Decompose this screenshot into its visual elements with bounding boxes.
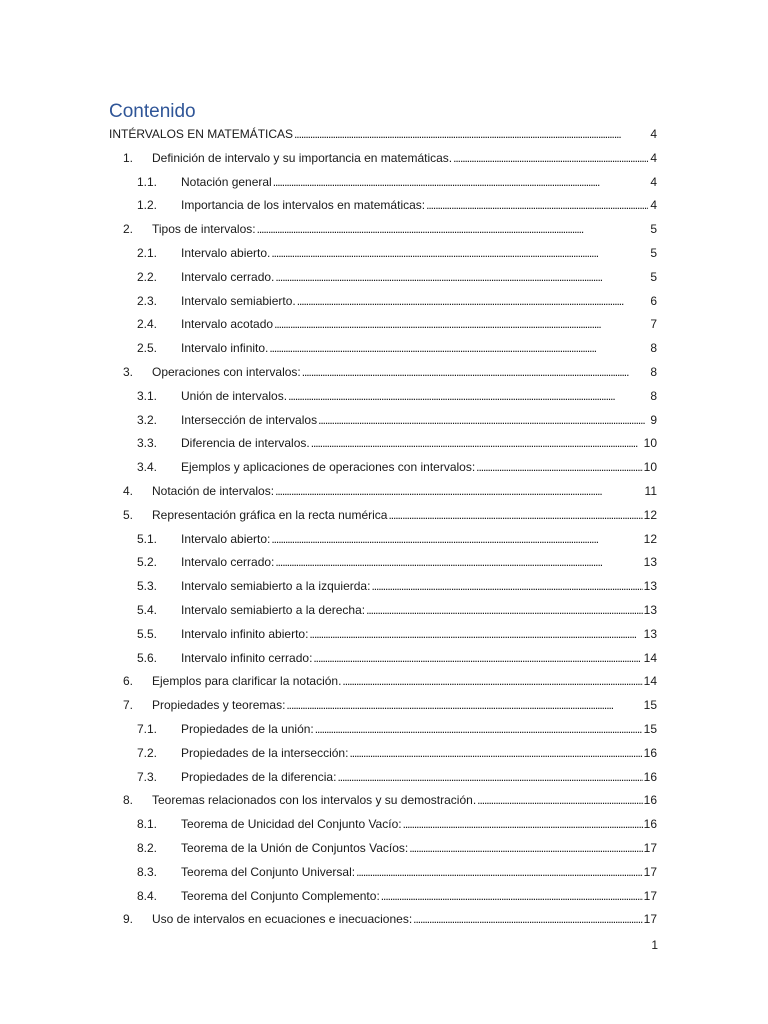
toc-entry-page: 12 [643, 507, 657, 522]
toc-dot-leader [315, 718, 643, 742]
toc-entry[interactable] [109, 385, 657, 409]
toc-dot-leader [271, 528, 642, 552]
toc-entry-number: 8.1. [137, 817, 158, 832]
toc-entry-number: 1.1. [137, 174, 158, 189]
toc-entry[interactable] [109, 290, 657, 314]
toc-entry[interactable] [109, 218, 657, 242]
toc-entry-page: 8 [650, 388, 657, 403]
toc-entry[interactable] [109, 670, 657, 694]
toc-entry-page: 13 [643, 626, 657, 641]
toc-entry-number: 8.3. [137, 864, 158, 879]
toc-entry-title: Propiedades y teoremas: [152, 698, 286, 713]
toc-entry-title: Notación de intervalos: [152, 483, 275, 498]
toc-entry[interactable] [109, 908, 657, 932]
toc-entry[interactable] [109, 742, 657, 766]
toc-dot-leader [318, 409, 648, 433]
toc-entry-title: Diferencia de intervalos. [181, 436, 310, 451]
toc-entry-title: Intervalo abierto: [181, 531, 271, 546]
toc-entry[interactable] [109, 171, 657, 195]
toc-entry[interactable] [109, 456, 657, 480]
table-of-contents [109, 123, 657, 932]
toc-entry-page: 11 [644, 483, 657, 498]
toc-entry-number: 5.2. [137, 555, 158, 570]
toc-entry-title: Intervalo semiabierto a la izquierda: [181, 579, 371, 594]
toc-entry-number: 2.3. [137, 293, 158, 308]
toc-entry-title: Definición de intervalo y su importancia en matemáticas. [152, 150, 453, 165]
toc-dot-leader [311, 432, 643, 456]
toc-entry[interactable] [109, 766, 657, 790]
toc-entry-title: Teorema del Conjunto Complemento: [181, 888, 380, 903]
toc-entry-title: Intervalo acotado [181, 317, 274, 332]
toc-entry[interactable] [109, 123, 657, 147]
toc-entry-page: 17 [643, 864, 657, 879]
toc-entry-title: Representación gráfica en la recta numérica [152, 507, 388, 522]
toc-entry[interactable] [109, 266, 657, 290]
toc-dot-leader [257, 218, 648, 242]
toc-dot-leader [381, 885, 643, 909]
toc-dot-leader [366, 599, 643, 623]
toc-entry-number: 5. [123, 507, 134, 522]
toc-entry-page: 8 [650, 341, 657, 356]
toc-dot-leader [349, 742, 642, 766]
toc-dot-leader [409, 837, 642, 861]
toc-entry-number: 2.4. [137, 317, 158, 332]
toc-dot-leader [273, 171, 648, 195]
toc-dot-leader [286, 694, 642, 718]
toc-entry-title: Ejemplos para clarificar la notación. [152, 674, 342, 689]
toc-dot-leader [356, 861, 643, 885]
toc-entry[interactable] [109, 647, 657, 671]
toc-entry-page: 12 [643, 531, 657, 546]
toc-entry-title: Propiedades de la unión: [181, 721, 314, 736]
toc-entry-page: 14 [643, 650, 657, 665]
toc-entry-title: Teorema del Conjunto Universal: [181, 864, 356, 879]
toc-entry[interactable] [109, 528, 657, 552]
toc-entry-number: 5.6. [137, 650, 158, 665]
toc-entry[interactable] [109, 480, 657, 504]
toc-entry-title: Intervalo semiabierto. [181, 293, 296, 308]
toc-entry-page: 13 [643, 602, 657, 617]
toc-entry-page: 16 [643, 793, 657, 808]
toc-dot-leader [313, 647, 642, 671]
toc-entry-number: 8.4. [137, 888, 158, 903]
toc-entry-title: Propiedades de la intersección: [181, 745, 349, 760]
toc-entry-number: 7.1. [137, 721, 158, 736]
toc-entry[interactable] [109, 813, 657, 837]
toc-entry-title: Intervalo cerrado. [181, 269, 275, 284]
toc-entry[interactable] [109, 789, 657, 813]
toc-dot-leader [476, 456, 642, 480]
toc-dot-leader [275, 266, 648, 290]
toc-entry-title: Intersección de intervalos [181, 412, 318, 427]
toc-entry-number: 3. [123, 364, 134, 379]
toc-entry[interactable] [109, 551, 657, 575]
toc-entry-title: Unión de intervalos. [181, 388, 288, 403]
toc-entry[interactable] [109, 313, 657, 337]
toc-dot-leader [337, 766, 642, 790]
toc-entry-page: 7 [650, 317, 657, 332]
toc-entry-title: Teorema de Unicidad del Conjunto Vacío: [181, 817, 402, 832]
toc-entry-number: 3.3. [137, 436, 158, 451]
toc-dot-leader [288, 385, 648, 409]
toc-entry-page: 8 [650, 364, 657, 379]
toc-entry[interactable] [109, 718, 657, 742]
toc-entry-title: Operaciones con intervalos: [152, 364, 301, 379]
toc-entry[interactable] [109, 694, 657, 718]
toc-entry[interactable] [109, 409, 657, 433]
toc-entry-number: 2. [123, 222, 134, 237]
toc-entry[interactable] [109, 361, 657, 385]
toc-dot-leader [302, 361, 648, 385]
toc-dot-leader [294, 123, 648, 147]
toc-entry-title: Intervalo infinito abierto: [181, 626, 309, 641]
toc-entry-number: 2.5. [137, 341, 158, 356]
toc-entry-page: 17 [643, 840, 657, 855]
toc-entry[interactable] [109, 242, 657, 266]
toc-entry-page: 15 [643, 698, 657, 713]
toc-entry[interactable] [109, 432, 657, 456]
toc-entry-page: 16 [643, 745, 657, 760]
toc-entry-title: Intervalo infinito. [181, 341, 269, 356]
toc-dot-leader [297, 290, 648, 314]
toc-entry[interactable] [109, 575, 657, 599]
toc-entry-title: INTÉRVALOS EN MATEMÁTICAS [109, 127, 294, 141]
toc-entry-number: 5.3. [137, 579, 158, 594]
toc-entry-title: Tipos de intervalos: [152, 222, 256, 237]
toc-entry-number: 1.2. [137, 198, 158, 213]
toc-entry-number: 3.1. [137, 388, 158, 403]
toc-entry-title: Teorema de la Unión de Conjuntos Vacíos: [181, 840, 409, 855]
toc-entry-page: 4 [650, 174, 657, 189]
toc-dot-leader [275, 480, 643, 504]
toc-entry-number: 5.1. [137, 531, 158, 546]
toc-entry-number: 5.5. [137, 626, 158, 641]
toc-dot-leader [403, 813, 643, 837]
toc-dot-leader [453, 147, 648, 171]
toc-entry-page: 4 [650, 127, 657, 141]
footer-page-number: 1 [651, 938, 658, 952]
toc-entry-page: 16 [643, 769, 657, 784]
toc-entry-page: 5 [650, 245, 657, 260]
toc-dot-leader [371, 575, 642, 599]
toc-entry-page: 15 [643, 721, 657, 736]
toc-entry-page: 4 [650, 198, 657, 213]
toc-entry-page: 9 [650, 412, 657, 427]
toc-entry-title: Uso de intervalos en ecuaciones e inecuaciones: [152, 912, 413, 927]
toc-entry[interactable] [109, 861, 657, 885]
toc-entry-page: 5 [650, 222, 657, 237]
toc-entry-title: Propiedades de la diferencia: [181, 769, 337, 784]
toc-entry-number: 2.1. [137, 245, 158, 260]
toc-entry[interactable] [109, 837, 657, 861]
toc-entry-number: 3.4. [137, 460, 158, 475]
toc-entry[interactable] [109, 885, 657, 909]
toc-entry-number: 8. [123, 793, 134, 808]
toc-entry-page: 14 [643, 674, 657, 689]
toc-dot-leader [274, 313, 648, 337]
toc-dot-leader [342, 670, 642, 694]
toc-dot-leader [477, 789, 642, 813]
toc-entry-title: Intervalo cerrado: [181, 555, 275, 570]
toc-dot-leader [309, 623, 642, 647]
toc-entry-page: 16 [643, 817, 657, 832]
toc-dot-leader [413, 908, 642, 932]
toc-entry-title: Importancia de los intervalos en matemáticas: [181, 198, 426, 213]
toc-entry[interactable] [109, 337, 657, 361]
toc-dot-leader [275, 551, 642, 575]
toc-entry-title: Intervalo abierto. [181, 245, 271, 260]
toc-entry-page: 4 [650, 150, 657, 165]
toc-entry-number: 2.2. [137, 269, 158, 284]
toc-entry[interactable] [109, 623, 657, 647]
toc-entry-number: 9. [123, 912, 134, 927]
toc-entry[interactable] [109, 504, 657, 528]
toc-entry-title: Notación general [181, 174, 272, 189]
toc-entry-title: Teoremas relacionados con los intervalos y su demostración. [152, 793, 477, 808]
toc-entry-number: 3.2. [137, 412, 158, 427]
toc-entry-number: 8.2. [137, 840, 158, 855]
toc-dot-leader [388, 504, 642, 528]
toc-entry-title: Intervalo infinito cerrado: [181, 650, 313, 665]
toc-entry-page: 10 [643, 460, 657, 475]
toc-dot-leader [426, 194, 648, 218]
toc-entry-number: 5.4. [137, 602, 158, 617]
toc-dot-leader [271, 242, 648, 266]
toc-entry-title: Intervalo semiabierto a la derecha: [181, 602, 366, 617]
toc-entry-number: 7. [123, 698, 134, 713]
toc-entry-page: 10 [643, 436, 657, 451]
toc-entry-page: 5 [650, 269, 657, 284]
toc-entry-number: 7.3. [137, 769, 158, 784]
toc-entry[interactable] [109, 194, 657, 218]
toc-entry-page: 13 [643, 555, 657, 570]
toc-entry-number: 7.2. [137, 745, 158, 760]
toc-entry-number: 6. [123, 674, 134, 689]
toc-entry-page: 17 [643, 912, 657, 927]
toc-entry-page: 6 [650, 293, 657, 308]
toc-entry[interactable] [109, 599, 657, 623]
toc-heading: Contenido [109, 101, 196, 122]
toc-entry-title: Ejemplos y aplicaciones de operaciones con intervalos: [181, 460, 476, 475]
toc-dot-leader [269, 337, 648, 361]
toc-entry-page: 17 [643, 888, 657, 903]
toc-entry-page: 13 [643, 579, 657, 594]
toc-entry[interactable] [109, 147, 657, 171]
toc-entry-number: 1. [123, 150, 134, 165]
toc-entry-number: 4. [123, 483, 134, 498]
